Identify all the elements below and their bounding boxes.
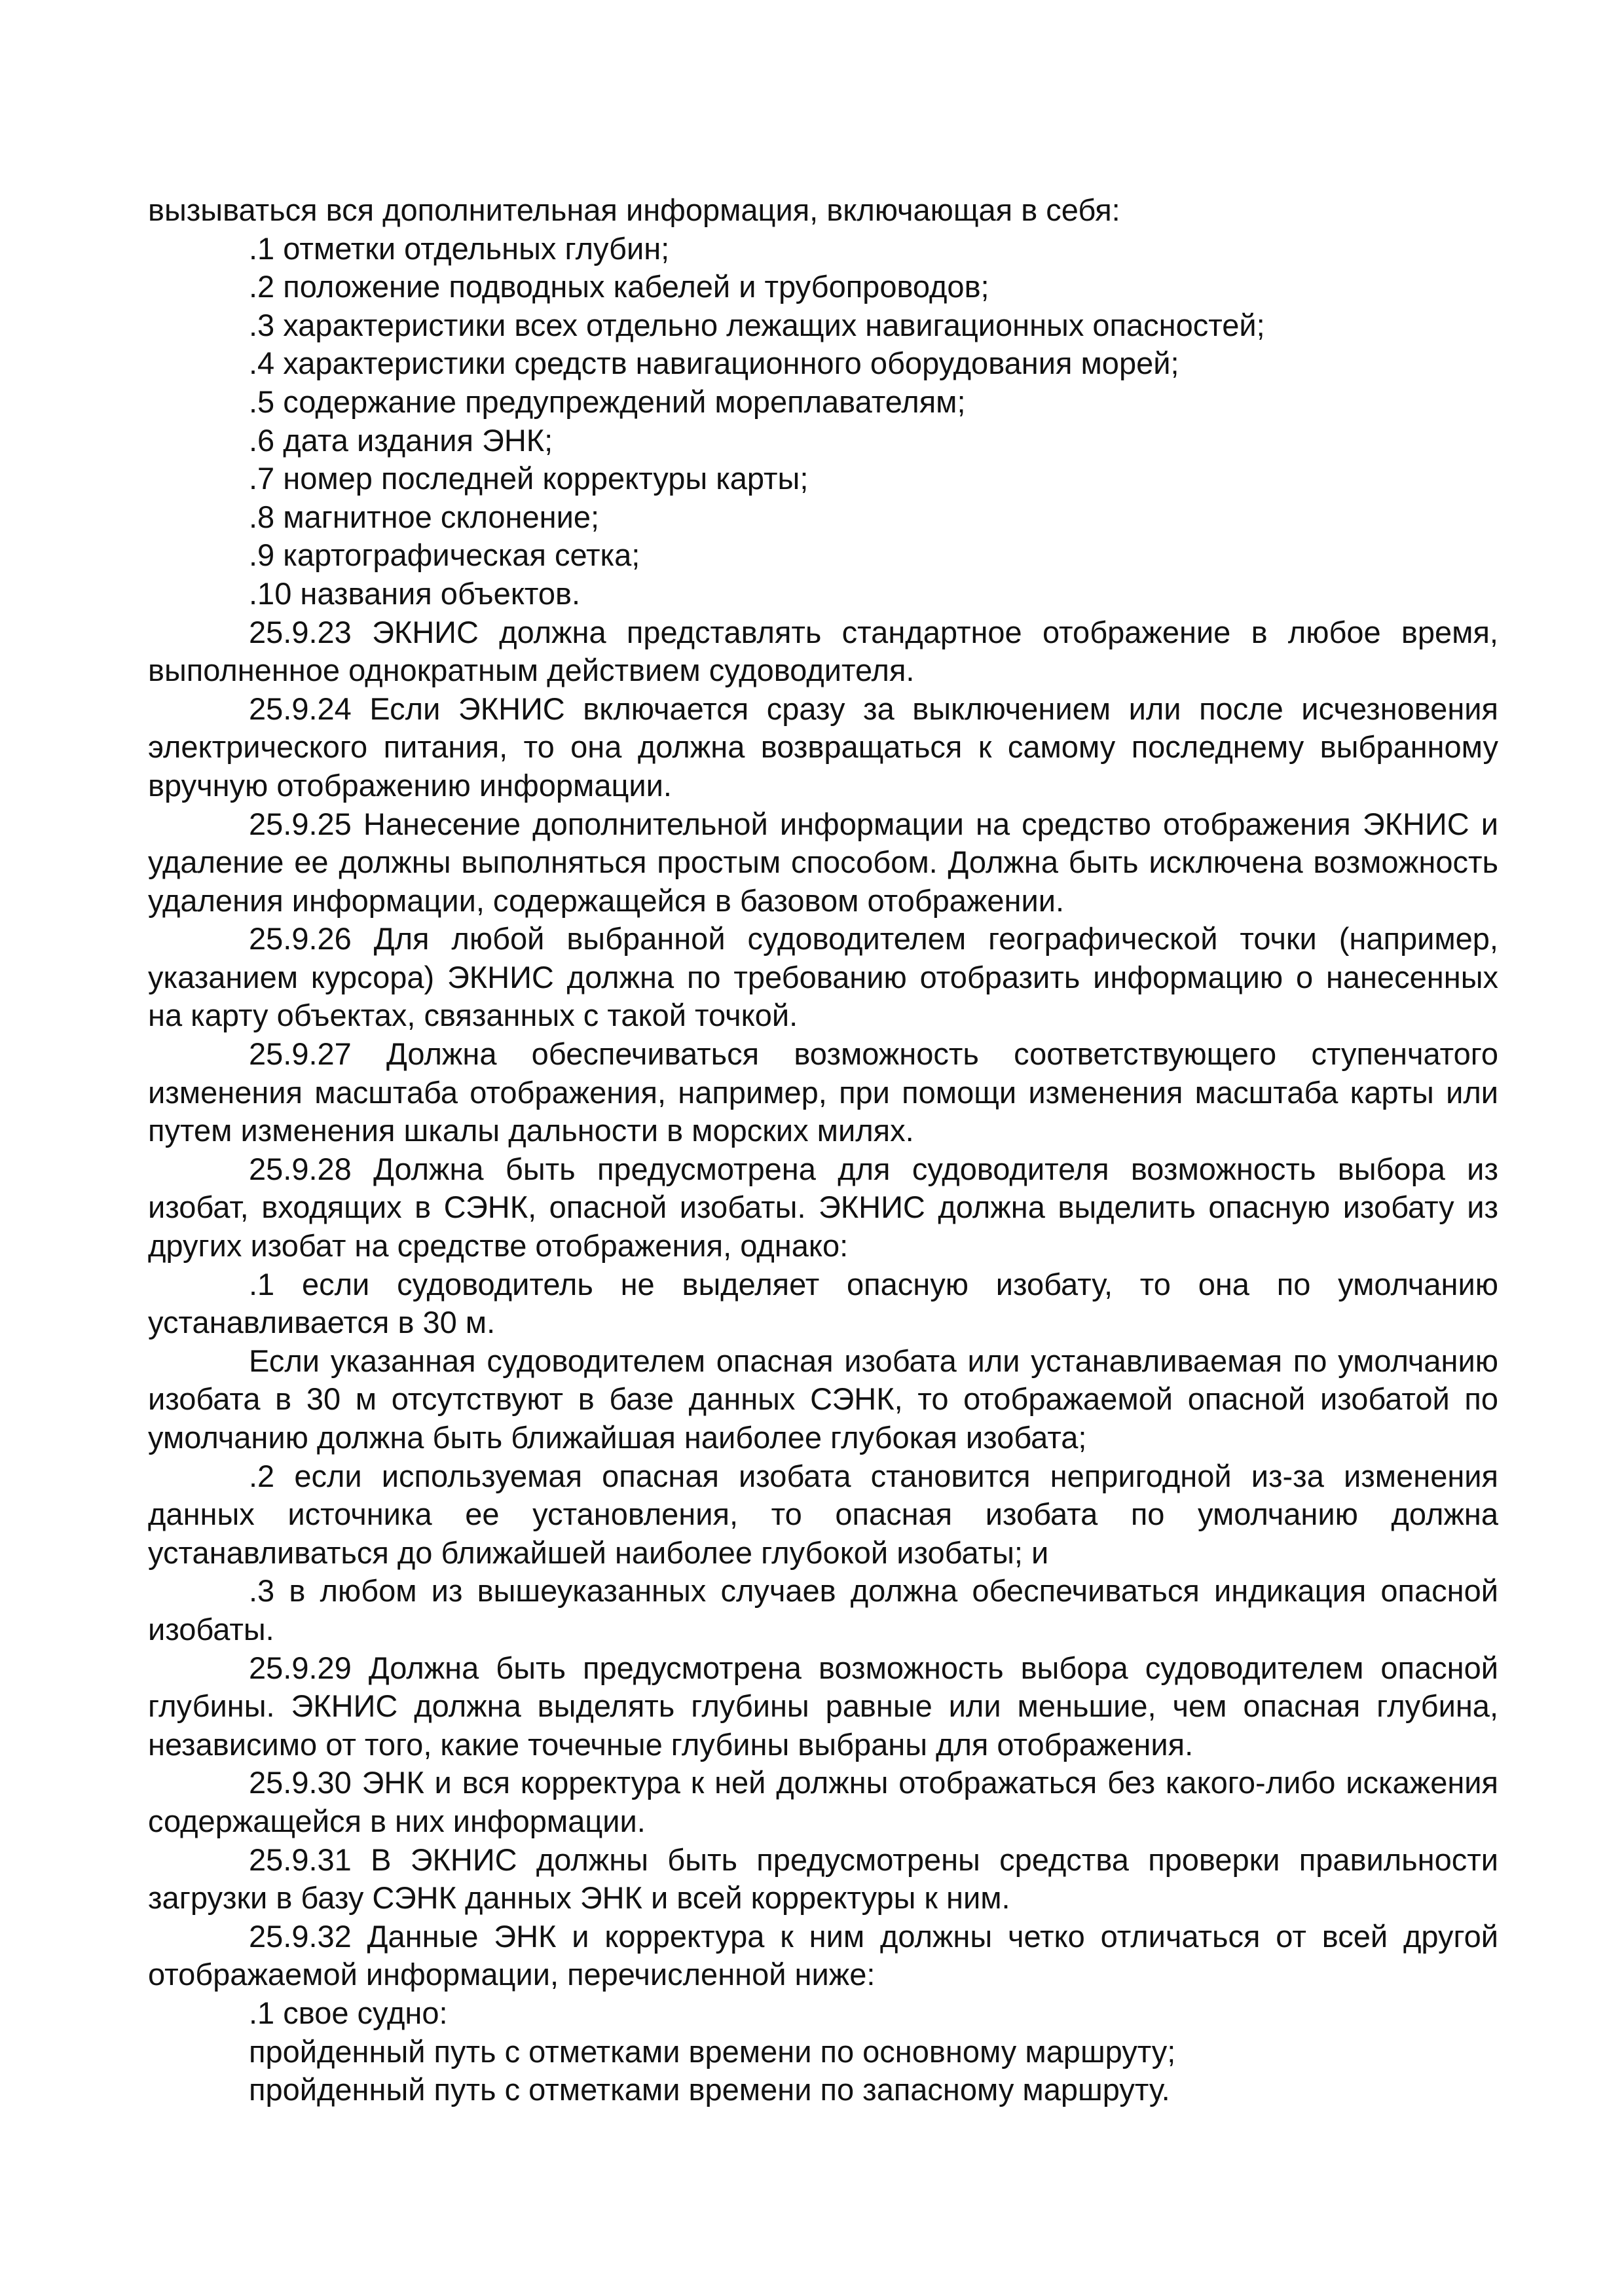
clause-25-9-32-track-secondary: пройденный путь с отметками времени по запасному маршруту. <box>249 2072 1170 2107</box>
clause-25-9-30: 25.9.30 ЭНК и вся корректура к ней должны отображаться без какого-либо искажения содержащейся в них информации. <box>148 1765 1498 1838</box>
list-item-navigation-aids: .4 характеристики средств навигационного оборудования морей; <box>249 346 1179 381</box>
clause-25-9-28-item-1: .1 если судоводитель не выделяет опасную изобату, то она по умолчанию устанавливается в 30 м. <box>148 1266 1498 1340</box>
clause-25-9-23: 25.9.23 ЭКНИС должна представлять стандартное отображение в любое время, выполненное однократным действием судоводителя. <box>148 614 1498 688</box>
clause-25-9-27: 25.9.27 Должна обеспечиваться возможность соответствующего ступенчатого изменения масштаба отображения, например, при помощи изменения масштаба карты или путем изменения шкалы дальности в морских милях. <box>148 1036 1498 1148</box>
clause-25-9-25: 25.9.25 Нанесение дополнительной информации на средство отображения ЭКНИС и удаление ее должны выполняться простым способом. Должна быть исключена возможность удаления информации, содержащейся в базовом отображении. <box>148 806 1498 918</box>
list-item-cables-pipelines: .2 положение подводных кабелей и трубопроводов; <box>249 269 989 304</box>
paragraph-intro-continuation: вызываться вся дополнительная информация, включающая в себя: <box>148 192 1120 227</box>
list-item-edition-date: .6 дата издания ЭНК; <box>249 422 553 458</box>
clause-25-9-28: 25.9.28 Должна быть предусмотрена для судоводителя возможность выбора из изобат, входящих в СЭНК, опасной изобаты. ЭКНИС должна выделить опасную изобату из других изобат на средстве отображения, однако: <box>148 1151 1498 1264</box>
clause-25-9-26: 25.9.26 Для любой выбранной судоводителем географической точки (например, указанием курсора) ЭКНИС должна по требованию отобразить информацию о нанесенных на карту объектах, связанных с такой точкой. <box>148 921 1498 1033</box>
clause-25-9-32-item-own-ship: .1 свое судно: <box>249 1995 448 2030</box>
list-item-magnetic-variation: .8 магнитное склонение; <box>249 499 600 534</box>
clause-25-9-29: 25.9.29 Должна быть предусмотрена возможность выбора судоводителем опасной глубины. ЭКНИС должна выделять глубины равные или меньшие, чем опасная глубина, независимо от того, какие точечные глубины выбраны для отображения. <box>148 1650 1498 1762</box>
clause-25-9-28-item-3: .3 в любом из вышеуказанных случаев должна обеспечиваться индикация опасной изобаты. <box>148 1573 1498 1647</box>
clause-25-9-32-track-primary: пройденный путь с отметками времени по основному маршруту; <box>249 2033 1176 2069</box>
clause-25-9-28-note: Если указанная судоводителем опасная изобата или устанавливаемая по умолчанию изобата в 30 м отсутствуют в базе данных СЭНК, то отображаемой опасной изобатой по умолчанию должна быть ближайшая наиболее глубокая изобата; <box>148 1343 1498 1455</box>
clause-25-9-24: 25.9.24 Если ЭКНИС включается сразу за выключением или после исчезновения электрического питания, то она должна возвращаться к самому последнему выбранному вручную отображению информации. <box>148 691 1498 803</box>
clause-25-9-28-item-2: .2 если используемая опасная изобата становится непригодной из-за изменения данных источника ее установления, то опасная изобата по умолчанию должна устанавливаться до ближайшей наиболее глубокой изобаты; и <box>148 1458 1498 1570</box>
clause-25-9-32: 25.9.32 Данные ЭНК и корректура к ним должны четко отличаться от всей другой отображаемой информации, перечисленной ниже: <box>148 1918 1498 1992</box>
list-item-depth-marks: .1 отметки отдельных глубин; <box>249 230 670 266</box>
list-item-isolated-dangers: .3 характеристики всех отдельно лежащих навигационных опасностей; <box>249 307 1265 342</box>
clause-25-9-31: 25.9.31 В ЭКНИС должны быть предусмотрены средства проверки правильности загрузки в базу СЭНК данных ЭНК и всей корректуры к ним. <box>148 1842 1498 1916</box>
list-item-graticule: .9 картографическая сетка; <box>249 538 640 573</box>
list-item-mariner-warnings: .5 содержание предупреждений мореплавателям; <box>249 384 966 419</box>
list-item-last-correction: .7 номер последней корректуры карты; <box>249 461 809 496</box>
list-item-object-names: .10 названия объектов. <box>249 575 581 611</box>
